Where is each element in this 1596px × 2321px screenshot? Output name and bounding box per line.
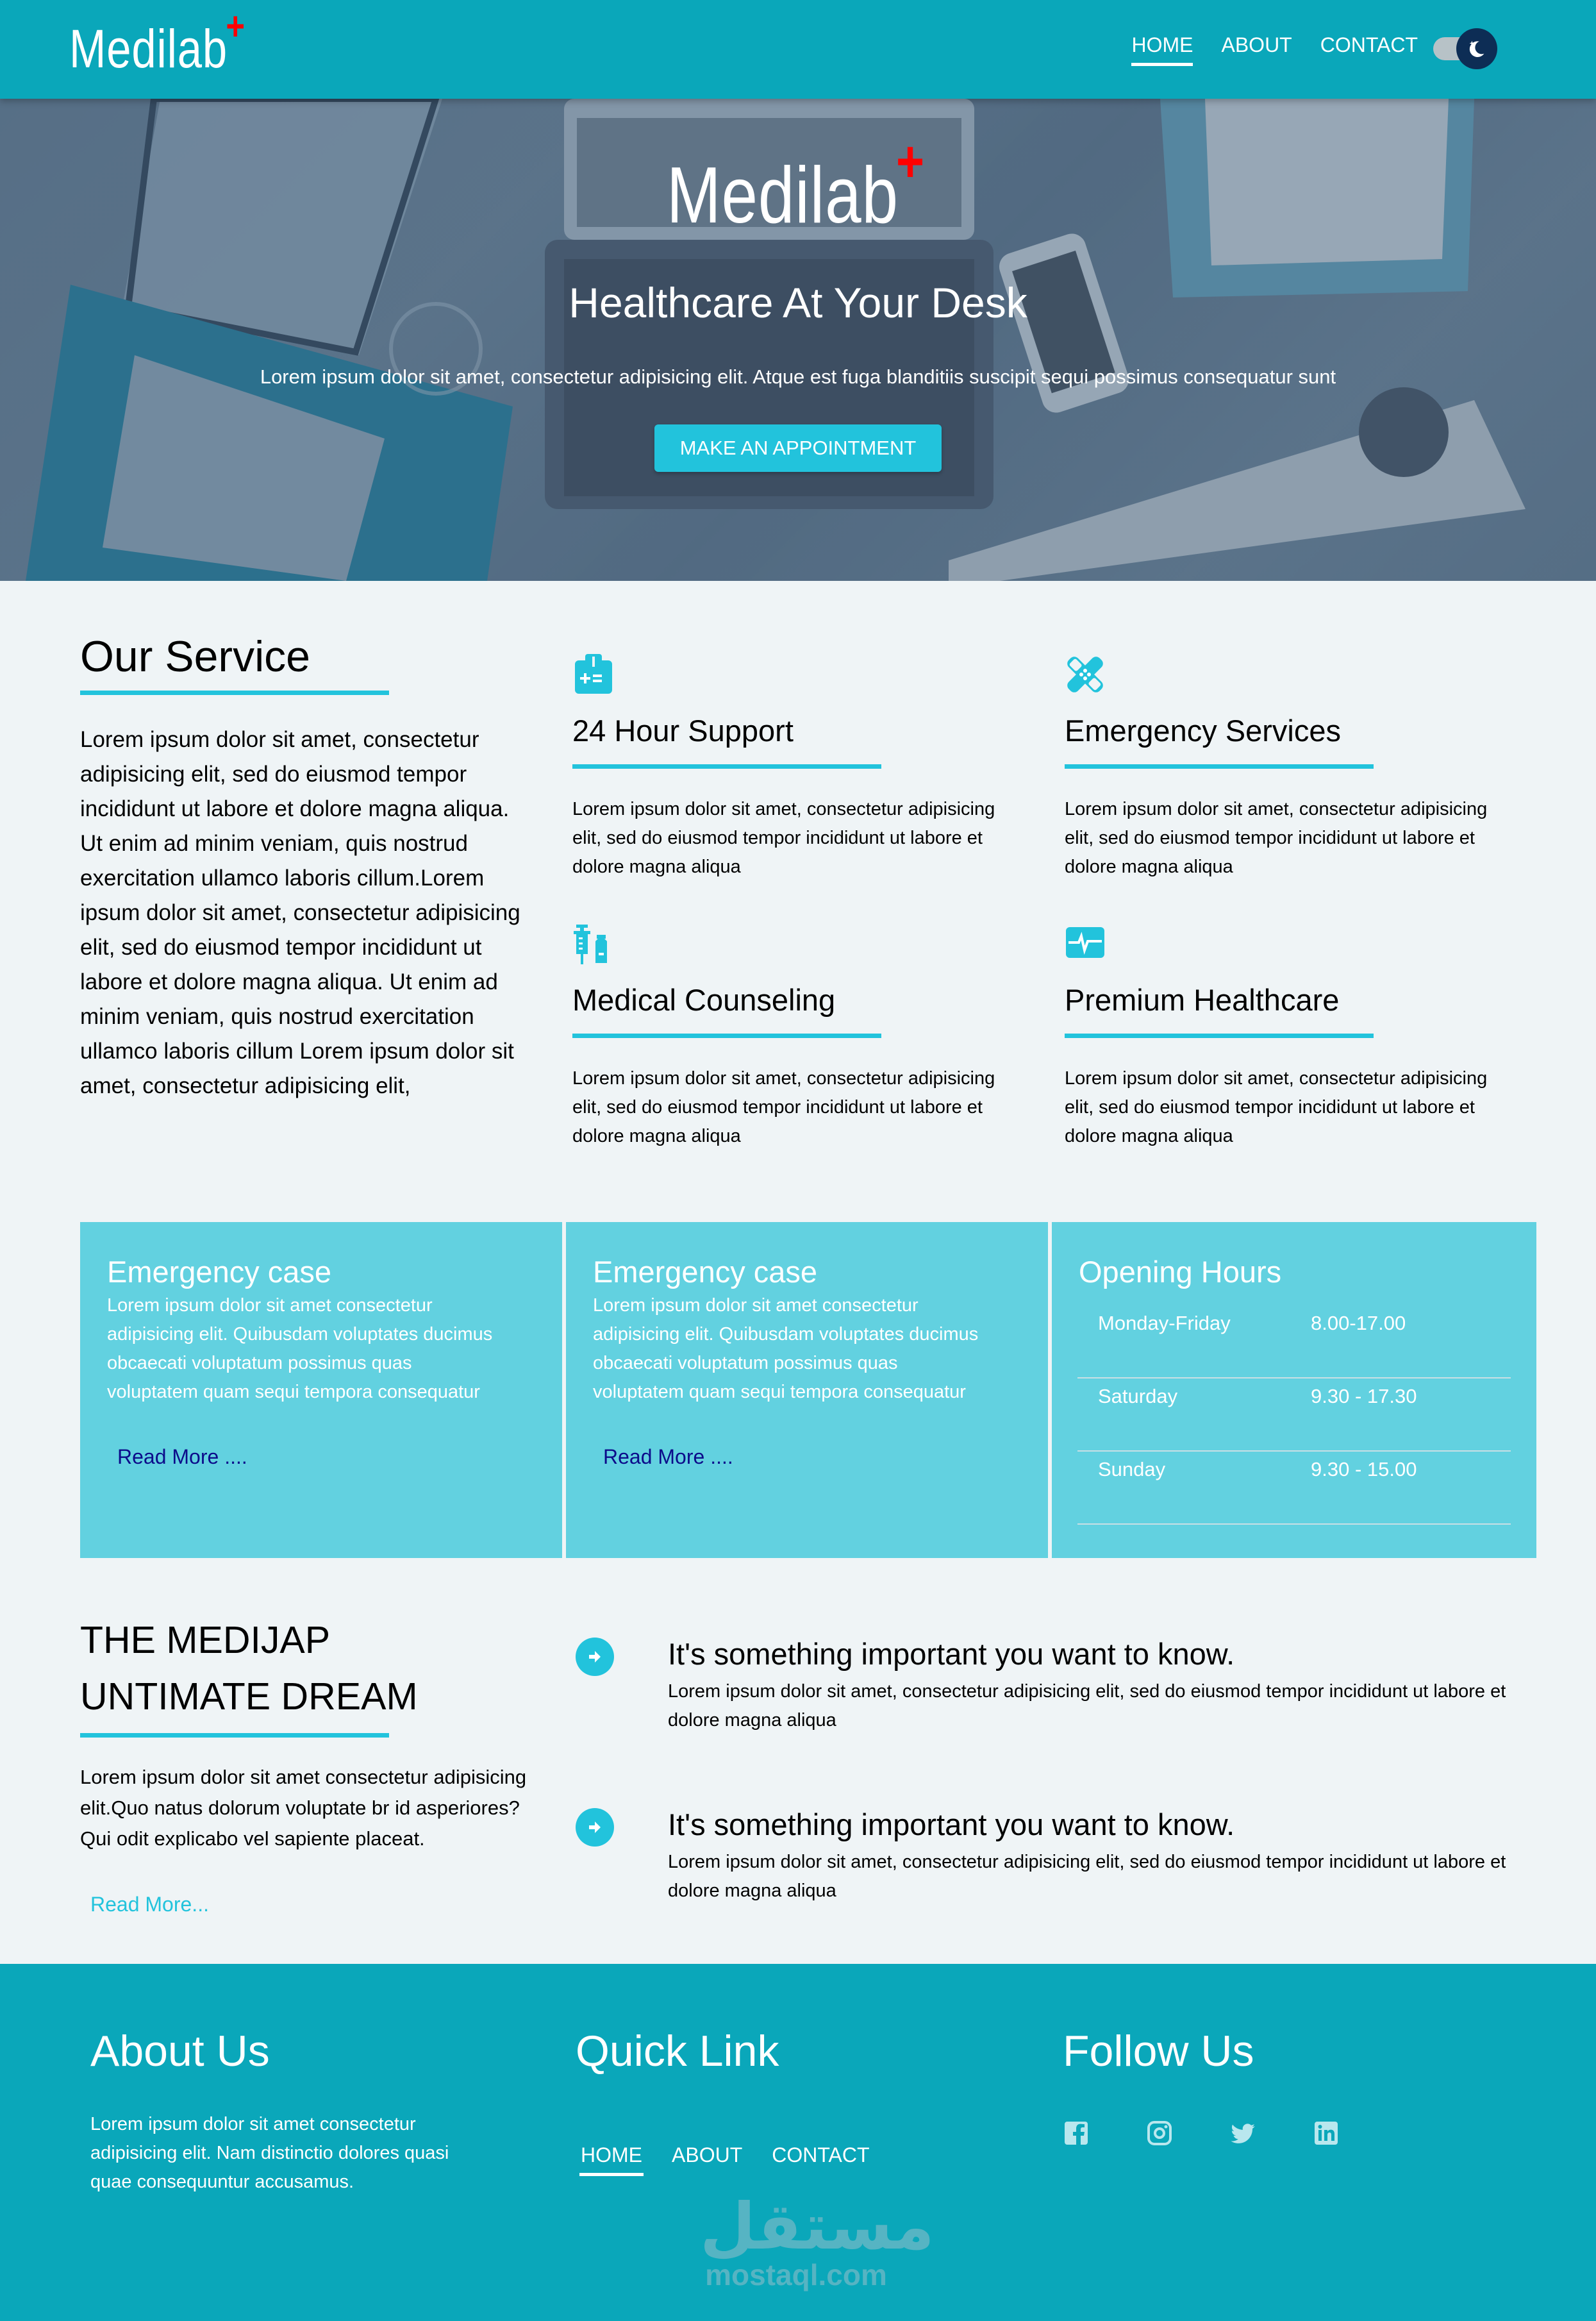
service-title: Emergency Services <box>1065 714 1341 748</box>
services-title: Our Service <box>80 632 310 681</box>
hero-logo-plus-icon: + <box>895 129 925 194</box>
main-nav <box>1131 33 1418 63</box>
service-underline <box>572 764 881 769</box>
footer-home-link[interactable]: HOME <box>581 2143 642 2166</box>
hours-time: 9.30 - 15.00 <box>1311 1458 1417 1480</box>
make-appointment-button[interactable]: MAKE AN APPOINTMENT <box>654 424 942 472</box>
service-title: 24 Hour Support <box>572 714 794 748</box>
read-more-link[interactable]: Read More .... <box>117 1445 247 1468</box>
footer-quick-link-title: Quick Link <box>576 2027 779 2075</box>
bandage-icon <box>1065 654 1106 695</box>
hours-time: 8.00-17.00 <box>1311 1312 1406 1334</box>
info-title: It's something important you want to know. <box>668 1637 1235 1671</box>
info-title: It's something important you want to know. <box>668 1807 1235 1841</box>
opening-hours-title: Opening Hours <box>1079 1255 1282 1289</box>
hours-time: 9.30 - 17.30 <box>1311 1385 1417 1407</box>
emergency-case-card <box>566 1222 1048 1558</box>
service-title: Premium Healthcare <box>1065 983 1340 1017</box>
info-text: Lorem ipsum dolor sit amet, consectetur adipisicing elit, sed do eiusmod tempor incididunt ut labore et dolore magna aliqua <box>668 1681 1506 1730</box>
read-more-link[interactable]: Read More .... <box>603 1445 733 1468</box>
logo-text: Medilab <box>69 19 228 79</box>
case-text: Lorem ipsum dolor sit amet consectetur adipisicing elit. Quibusdam voluptates ducimus obcaecati voluptatum possimus quas voluptatem quam sequi tempora consequatur <box>593 1295 979 1402</box>
dream-title-underline <box>80 1733 389 1738</box>
service-underline <box>1065 1034 1374 1038</box>
hours-row <box>1077 1305 1511 1378</box>
footer-follow-title: Follow Us <box>1063 2027 1254 2075</box>
social-links <box>1064 2121 1338 2145</box>
footer-about-link[interactable]: ABOUT <box>672 2143 743 2166</box>
watermark-url-text: mostaql.com <box>705 2258 887 2292</box>
case-text: Lorem ipsum dolor sit amet consectetur adipisicing elit. Quibusdam voluptates ducimus obcaecati voluptatum possimus quas voluptatem quam sequi tempora consequatur <box>107 1295 493 1402</box>
nav-about-link[interactable]: ABOUT <box>1221 33 1292 56</box>
service-text: Lorem ipsum dolor sit amet, consectetur adipisicing elit, sed do eiusmod tempor incididunt ut labore et dolore magna aliqua <box>1065 1068 1488 1146</box>
logo-plus-icon: + <box>226 4 245 49</box>
instagram-icon[interactable] <box>1147 2121 1172 2145</box>
case-title: Emergency case <box>593 1255 818 1289</box>
hero-logo <box>667 129 925 241</box>
footer-contact-link[interactable]: CONTACT <box>772 2143 870 2166</box>
hero-subtitle: Lorem ipsum dolor sit amet, consectetur adipisicing elit. Atque est fuga blanditiis suscipit sequi possimus consequatur sunt <box>260 365 1336 388</box>
footer-quick-links <box>581 2143 870 2167</box>
dream-text: Lorem ipsum dolor sit amet consectetur adipisicing elit.Quo natus dolorum voluptate br id asperiores?Qui odit explicabo vel sapiente placeat. <box>80 1766 527 1850</box>
hero-logo-text: Medilab <box>667 151 899 240</box>
service-underline <box>1065 764 1374 769</box>
cases-section <box>80 1222 1536 1558</box>
watermark-arabic-text: مستقل <box>700 2189 935 2264</box>
syringe-vial-icon <box>572 923 613 964</box>
footer <box>0 1964 1596 2321</box>
heart-pulse-icon <box>1065 923 1106 964</box>
hours-row <box>1077 1452 1511 1525</box>
info-text: Lorem ipsum dolor sit amet, consectetur adipisicing elit, sed do eiusmod tempor incididunt ut labore et dolore magna aliqua <box>668 1852 1506 1901</box>
twitter-icon[interactable] <box>1231 2121 1255 2145</box>
nav-contact-link[interactable]: CONTACT <box>1320 33 1418 56</box>
hours-row <box>1077 1378 1511 1452</box>
facebook-icon[interactable] <box>1064 2121 1088 2145</box>
hours-day: Monday-Friday <box>1098 1312 1231 1334</box>
opening-hours-table <box>1077 1305 1511 1525</box>
dream-title <box>80 1612 418 1725</box>
service-text: Lorem ipsum dolor sit amet, consectetur adipisicing elit, sed do eiusmod tempor incididunt ut labore et dolore magna aliqua <box>572 1068 995 1146</box>
services-title-underline <box>80 691 389 695</box>
first-aid-kit-icon <box>572 654 613 695</box>
hours-day: Saturday <box>1098 1385 1178 1407</box>
service-text: Lorem ipsum dolor sit amet, consectetur adipisicing elit, sed do eiusmod tempor incididunt ut labore et dolore magna aliqua <box>572 799 995 877</box>
dream-read-more-link[interactable]: Read More... <box>90 1893 209 1916</box>
case-title: Emergency case <box>107 1255 332 1289</box>
dream-title-line1: THE MEDIJAP <box>80 1619 331 1661</box>
hero-section <box>0 99 1596 581</box>
navbar <box>0 0 1596 99</box>
hours-day: Sunday <box>1098 1458 1166 1480</box>
dream-title-line2: UNTIMATE DREAM <box>80 1675 418 1718</box>
service-underline <box>572 1034 881 1038</box>
service-title: Medical Counseling <box>572 983 836 1017</box>
dark-mode-toggle[interactable] <box>1433 28 1497 69</box>
moon-icon <box>1465 37 1489 61</box>
mostaql-watermark <box>700 2189 935 2292</box>
footer-about-text: Lorem ipsum dolor sit amet consectetur adipisicing elit. Nam distinctio dolores quasi quae consequuntur accusamus. <box>90 2114 449 2192</box>
toggle-knob <box>1456 28 1497 69</box>
arrow-circle-right-icon <box>576 1638 614 1676</box>
hero-title: Healthcare At Your Desk <box>569 279 1027 326</box>
linkedin-icon[interactable] <box>1314 2121 1338 2145</box>
arrow-circle-right-icon <box>576 1808 614 1847</box>
service-text: Lorem ipsum dolor sit amet, consectetur adipisicing elit, sed do eiusmod tempor incididunt ut labore et dolore magna aliqua <box>1065 799 1488 877</box>
footer-about-title: About Us <box>90 2027 270 2075</box>
navbar-logo[interactable] <box>69 4 245 80</box>
nav-home-link[interactable]: HOME <box>1131 33 1193 63</box>
services-intro-text: Lorem ipsum dolor sit amet, consectetur adipisicing elit, sed do eiusmod tempor incididunt ut labore et dolore magna aliqua. Ut enim ad minim veniam, quis nostrud exercitation ullamco laboris cillum.Lorem ipsum dolor sit amet, consectetur adipisicing elit, sed do eiusmod tempor incididunt ut labore et dolore magna aliqua. Ut enim ad minim veniam, quis nostrud exercitation ullamco laboris cillum Lorem ipsum dolor sit amet, consectetur adipisicing elit, <box>80 727 520 1098</box>
emergency-case-card <box>80 1222 562 1558</box>
opening-hours-card <box>1052 1222 1536 1558</box>
